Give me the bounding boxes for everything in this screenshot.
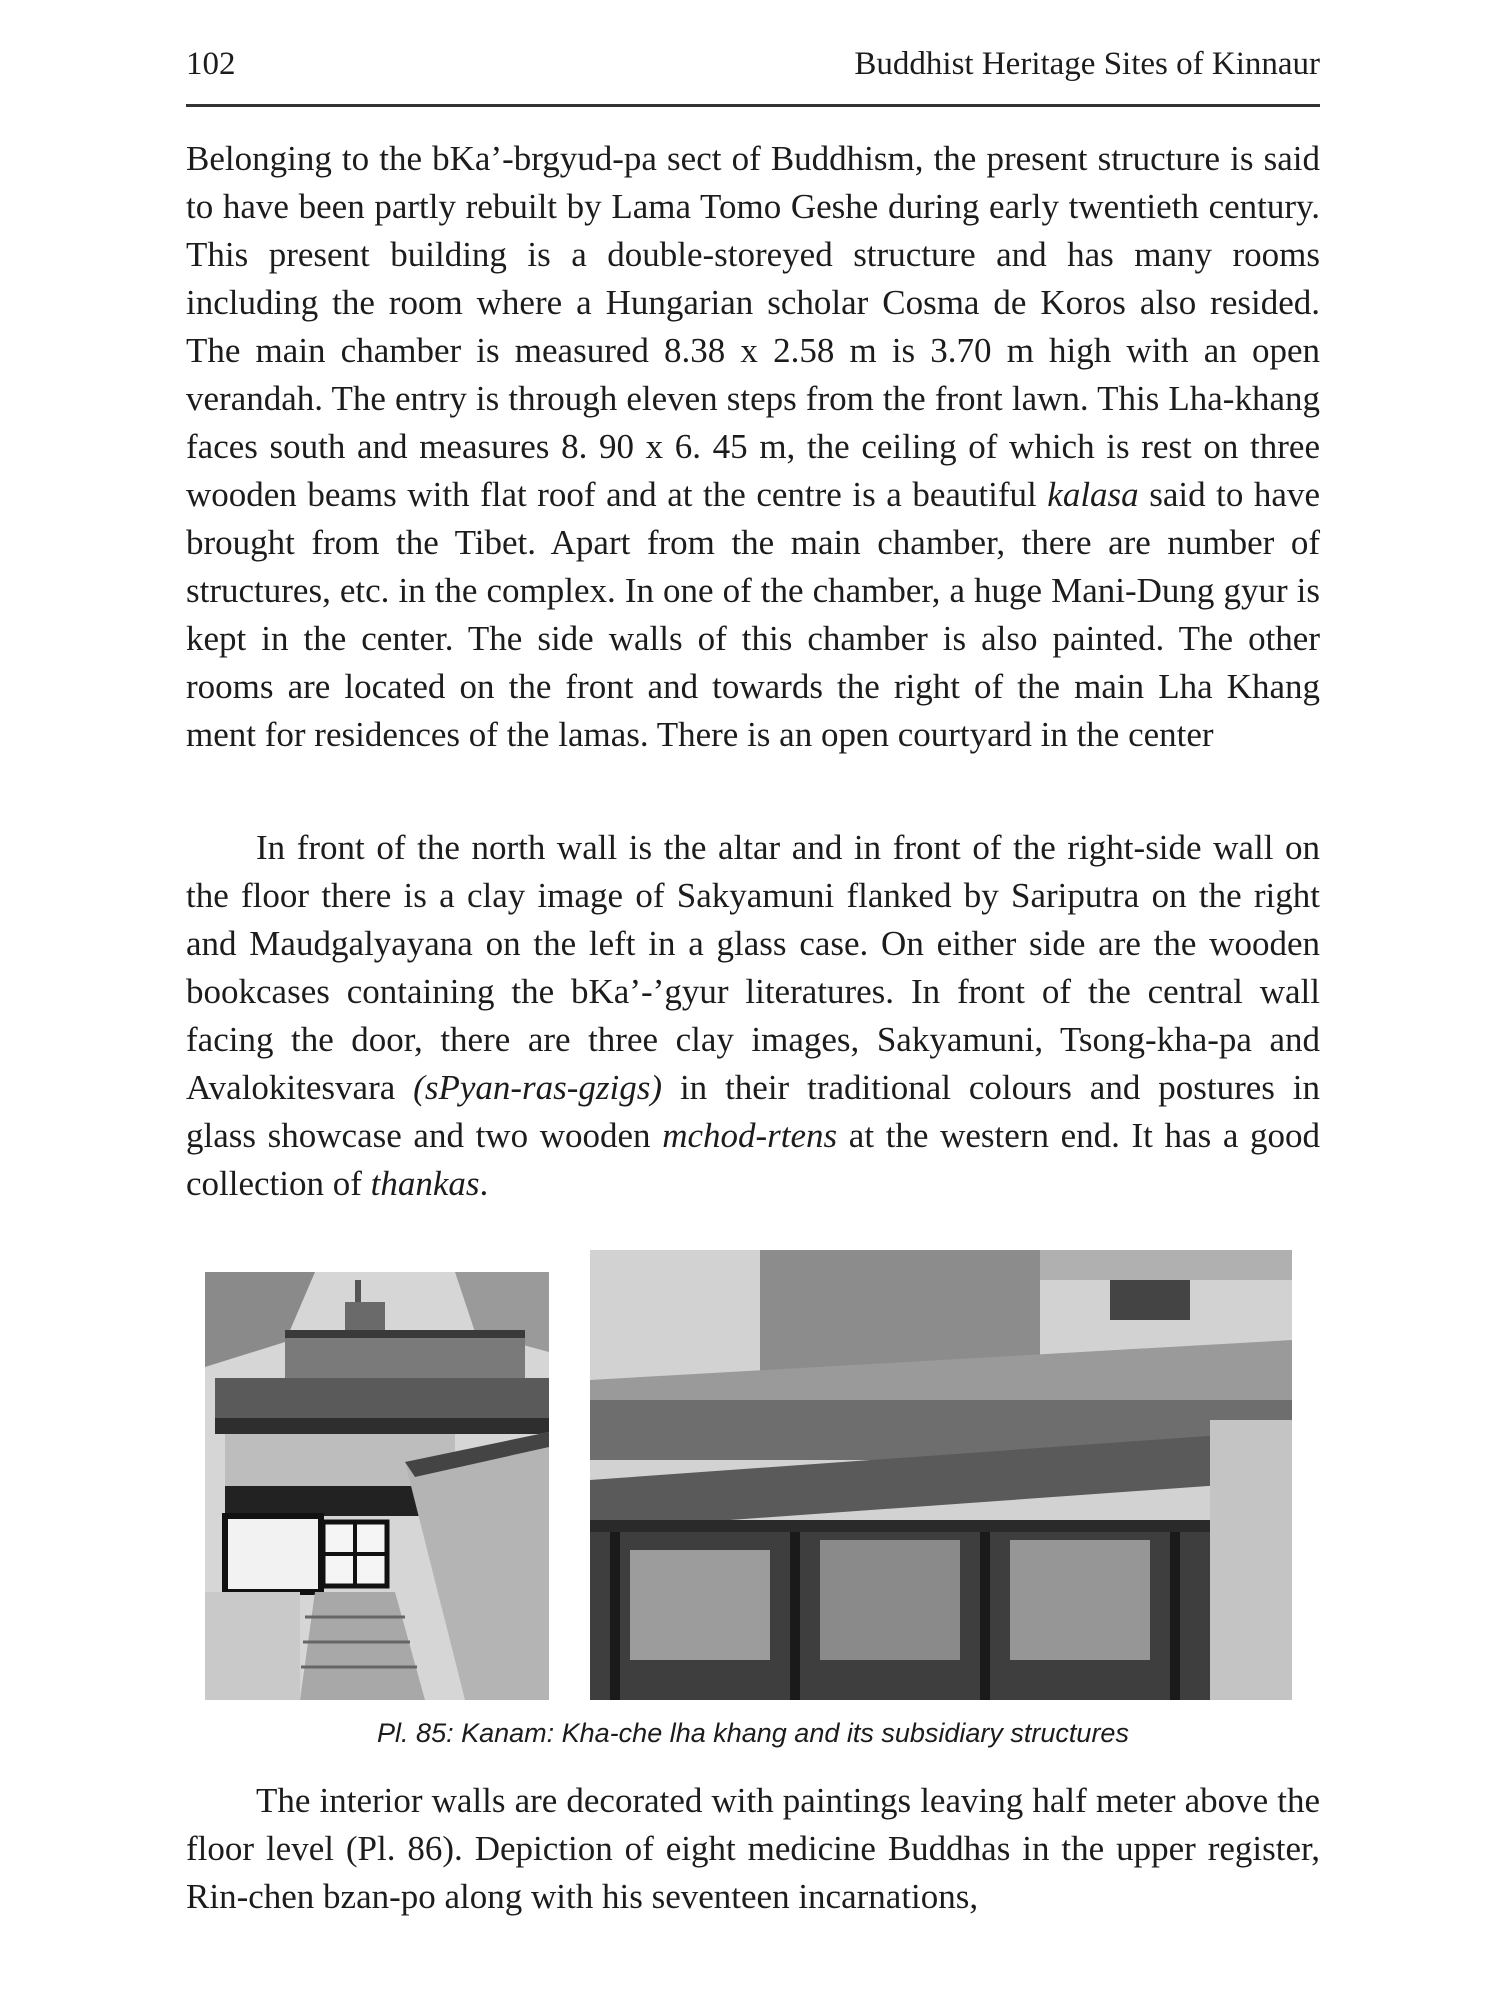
term-mchod-rtens: mchod-rtens	[662, 1116, 838, 1155]
running-title: Buddhist Heritage Sites of Kinnaur	[854, 46, 1320, 82]
term-spyan-ras-gzigs: (sPyan-ras-gzigs)	[413, 1068, 663, 1107]
photo-kha-che-lha-khang	[205, 1272, 549, 1700]
paragraph-2-text-c: at the western end. It has a good collection of	[186, 1116, 1321, 1203]
paragraph-2-text-a: In front of the north wall is the altar and in front of the right-side wall on the floor there is a clay image of Sakyamuni flanked by Sariputra on the right and Maudgalyayana on the left in a glass case. On either side are the wooden bookcases containing the bKa’-’gyur literatures. In front of the central wall facing the door, there are three clay images, Sakyamuni, Tsong-kha-pa and Avalokitesvara	[186, 828, 1320, 1107]
photo-left-drawing	[205, 1272, 549, 1700]
paragraph-2-text-b: in their traditional colours and postures in glass showcase and two wooden	[186, 1068, 1321, 1155]
photo-subsidiary-structures	[590, 1250, 1292, 1700]
photo-right-drawing	[590, 1250, 1292, 1700]
paragraph-2-text-d: .	[479, 1164, 489, 1203]
paragraph-1-text-b: said to have brought from the Tibet. Apart from the main chamber, there are number of structures, etc. in the complex. In one of the chamber, a huge Mani-Dung gyur is kept in the center. The side walls of this chamber is also painted. The other rooms are located on the front and towards the right of the main Lha Khang ment for residences of the lamas. There is an open courtyard in the center	[186, 475, 1320, 754]
paragraph-1-text-a: Belonging to the bKa’-brgyud-pa sect of Buddhism, the present structure is said to have been partly rebuilt by Lama Tomo Geshe during early twentieth century. This present building is a double-storeyed structure and has many rooms including the room where a Hungarian scholar Cosma de Koros also resided. The main chamber is measured 8.38 x 2.58 m is 3.70 m high with an open verandah. The entry is through eleven steps from the front lawn. This Lha-khang faces south and measures 8. 90 x 6. 45 m, the ceiling of which is rest on three wooden beams with flat roof and at the centre is a beautiful	[186, 139, 1320, 514]
term-thankas: thankas	[370, 1164, 480, 1203]
page-header	[186, 46, 1320, 92]
term-kalasa: kalasa	[1047, 475, 1139, 514]
paragraph-3: The interior walls are decorated with paintings leaving half meter above the floor level (Pl. 86). Depiction of eight medicine Buddhas in the upper register, Rin-chen bzan-po along with his seventeen incarnations,	[186, 1781, 1320, 1916]
paragraph-2	[186, 824, 1320, 1208]
paragraph-1	[186, 135, 1320, 759]
page-number: 102	[186, 46, 236, 82]
figure-caption: Pl. 85: Kanam: Kha-che lha khang and its subsidiary structures	[377, 1718, 1129, 1748]
header-rule	[186, 104, 1320, 107]
